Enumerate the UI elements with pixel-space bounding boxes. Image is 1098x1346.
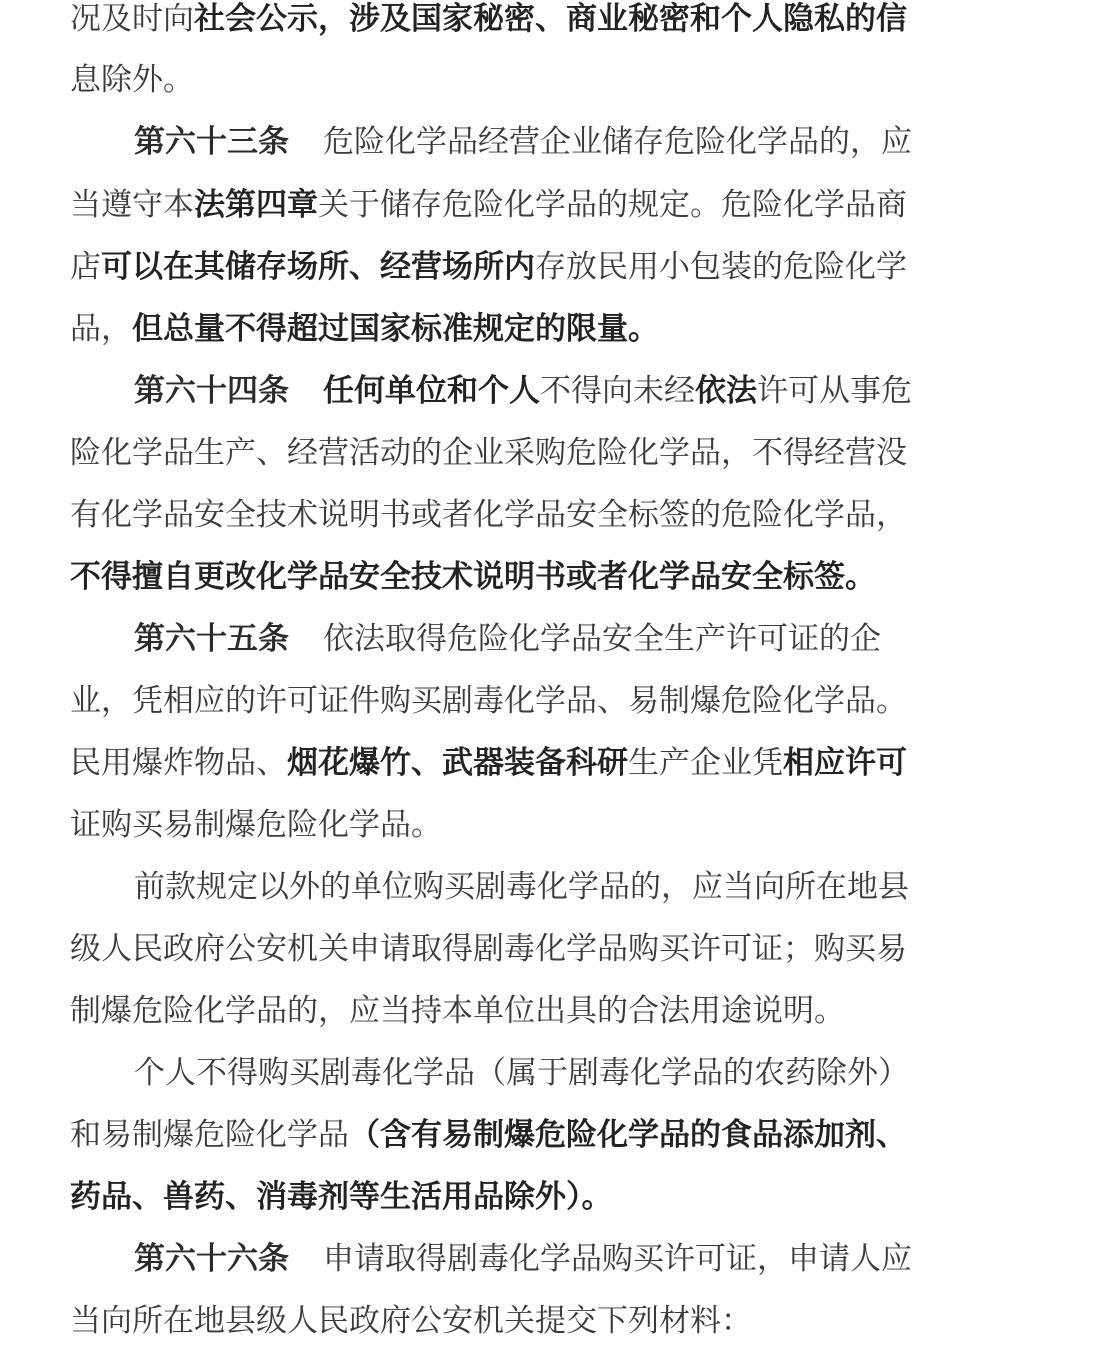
text-line [70, 180, 970, 230]
text-line [70, 1172, 970, 1222]
text-line [70, 986, 970, 1036]
body-text: 民用爆炸物品、 [70, 745, 287, 781]
body-text: 息除外。 [70, 62, 194, 98]
text-line [134, 1234, 1034, 1284]
bold-text: ，涉及国家秘密、商业秘密和个人隐私的信 [318, 1, 907, 37]
article-heading: 第六十五条 [134, 621, 289, 657]
bold-text: 任何单位和个人 [323, 373, 540, 409]
article-heading: 第六十三条 [134, 124, 289, 160]
text-line [70, 1296, 970, 1346]
body-text: 品， [70, 311, 132, 347]
body-text: 级人民政府公安机关申请取得剧毒化学品购买许可证；购买易 [70, 931, 907, 967]
text-line [134, 366, 1034, 416]
bold-text: 可以在其储存场所、经营场所内 [101, 249, 535, 285]
text-line [134, 117, 1034, 167]
text-line [70, 304, 970, 354]
body-text: 关于储存危险化学品的规定。危险化学品商 [318, 187, 907, 223]
body-text: 许可从事危 [757, 373, 912, 409]
body-text: 业，凭相应的许可证件购买剧毒化学品、易制爆危险化学品。 [70, 683, 907, 719]
body-text: 生产企业凭 [628, 745, 783, 781]
text-line [134, 1048, 1034, 1098]
text-line [70, 0, 970, 44]
body-text: 前款规定以外的单位购买剧毒化学品的，应当向所在地县 [134, 869, 909, 905]
text-line [70, 242, 970, 292]
text-line [70, 428, 970, 478]
bold-text: 但总量不得超过国家标准规定的限量。 [132, 311, 659, 347]
text-line [70, 738, 970, 788]
body-text: 况及时向 [70, 1, 194, 37]
text-line [70, 924, 970, 974]
body-text: 个人不得购买剧毒化学品（属于剧毒化学品的农药除外） [134, 1055, 909, 1091]
body-text: 店 [70, 249, 101, 285]
text-line [70, 1110, 970, 1160]
body-text: 当遵守本 [70, 187, 194, 223]
bold-text: 相应许可 [783, 745, 907, 781]
body-text: 存放民用小包装的危险化学 [535, 249, 907, 285]
body-text: 依法取得危险化学品安全生产许可证的企 [323, 621, 881, 657]
body-text: 制爆危险化学品的，应当持本单位出具的合法用途说明。 [70, 993, 845, 1029]
body-text: 有化学品安全技术说明书或者化学品安全标签的危险化学品， [70, 497, 907, 533]
bold-text: 药品、兽药、消毒剂等生活用品除外）。 [70, 1179, 613, 1215]
text-line [70, 55, 970, 105]
body-text: 申请取得剧毒化学品购买许可证，申请人应 [323, 1241, 912, 1277]
body-text: 危险化学品经营企业储存危险化学品的，应 [323, 124, 912, 160]
bold-text: 法第四章 [194, 187, 318, 223]
article-heading: 第六十四条 [134, 373, 289, 409]
text-line [70, 552, 970, 602]
body-text: 和易制爆危险化学品 [70, 1117, 349, 1153]
text-line [70, 800, 970, 850]
text-line [70, 676, 970, 726]
text-line [134, 614, 1034, 664]
article-heading: 第六十六条 [134, 1241, 289, 1277]
bold-text: 烟花爆竹、武器装备科研 [287, 745, 628, 781]
bold-text: 依法 [695, 373, 757, 409]
bold-text: （含有易制爆危险化学品的食品添加剂、 [349, 1117, 907, 1153]
body-text: 险化学品生产、经营活动的企业采购危险化学品，不得经营没 [70, 435, 907, 471]
bold-text: 社会公示 [194, 1, 318, 37]
body-text: 当向所在地县级人民政府公安机关提交下列材料： [70, 1303, 752, 1339]
text-line [70, 490, 970, 540]
body-text: 不得向未经 [540, 373, 695, 409]
bold-text: 不得擅自更改化学品安全技术说明书或者化学品安全标签。 [70, 559, 876, 595]
text-line [134, 862, 1034, 912]
body-text: 证购买易制爆危险化学品。 [70, 807, 442, 843]
